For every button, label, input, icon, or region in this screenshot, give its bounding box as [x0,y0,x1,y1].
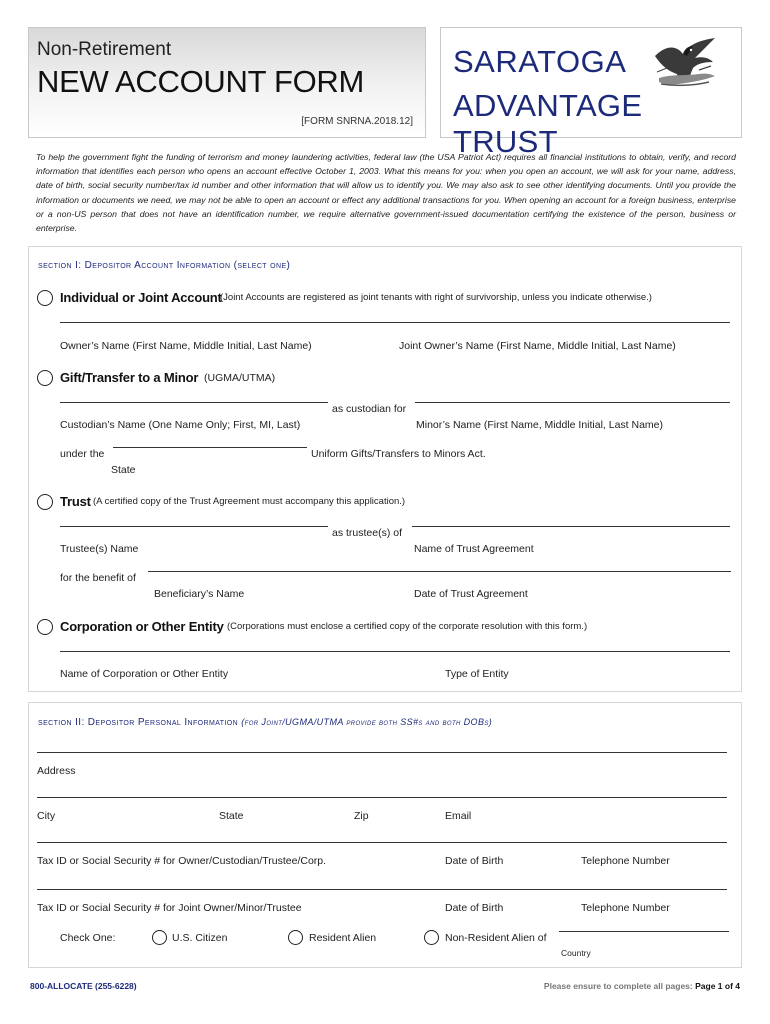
joint-dob-label: Date of Birth [445,902,504,914]
minor-name-label: Minor’s Name (First Name, Middle Initial, Last Name) [416,419,664,431]
footer-phone: 800-ALLOCATE (255-6228) [30,981,137,991]
joint-owner-name-label: Joint Owner’s Name (First Name, Middle Initial, Last Name) [399,340,676,352]
beneficiary-name-label: Beneficiary’s Name [154,588,245,600]
city-label: City [37,810,56,822]
trust-agreement-name-field[interactable] [412,526,730,527]
individual-account-label: Individual or Joint Account [60,290,222,305]
form-id: [FORM SNRNA.2018.12] [301,116,413,127]
non-resident-alien-radio[interactable] [424,930,439,945]
gift-minor-label: Gift/Transfer to a Minor [60,370,199,385]
email-label: Email [445,810,472,822]
address-field[interactable] [37,752,727,753]
custodian-for-text: as custodian for [332,403,407,415]
resident-alien-label: Resident Alien [309,932,377,944]
footer-note: Please ensure to complete all pages: [543,981,693,991]
custodian-name-field[interactable] [60,402,328,403]
check-one-label: Check One: [60,932,116,944]
owner-phone-label: Telephone Number [581,855,670,867]
corporation-field[interactable] [60,651,730,652]
brand-block [440,27,742,159]
owner-names-field[interactable] [60,322,730,323]
joint-tax-id-label: Tax ID or Social Security # for Joint Owner/Minor/Trustee [37,902,302,914]
trustee-name-field[interactable] [60,526,328,527]
header-title-block [28,27,426,138]
uniform-act-text: Uniform Gifts/Transfers to Minors Act. [311,448,486,460]
custodian-name-label: Custodian’s Name (One Name Only; First, MI, Last) [60,419,301,431]
corporation-label: Corporation or Other Entity [60,619,224,634]
zip-label: Zip [354,810,369,822]
trust-note: (A certified copy of the Trust Agreement must accompany this application.) [93,496,406,507]
trustee-of-text: as trustee(s) of [332,527,403,539]
section-1-heading: section I: Depositor Account Information (select one) [38,260,291,271]
trust-date-label: Date of Trust Agreement [414,588,528,600]
owner-dob-label: Date of Birth [445,855,504,867]
for-benefit-text: for the benefit of [60,572,136,584]
non-resident-alien-label: Non-Resident Alien of [445,932,547,944]
country-label: Country [561,948,591,958]
owner-name-label: Owner’s Name (First Name, Middle Initial, Last Name) [60,340,312,352]
form-subtitle: Non-Retirement [37,39,172,60]
state-label: State [111,464,136,476]
resident-alien-radio[interactable] [288,930,303,945]
us-citizen-label: U.S. Citizen [172,932,228,944]
corporation-name-label: Name of Corporation or Other Entity [60,668,229,680]
city-state-zip-email-field[interactable] [37,797,727,798]
ugma-state-field[interactable] [113,447,307,448]
form-title: NEW ACCOUNT FORM [37,64,365,99]
footer-page-info [544,981,740,991]
beneficiary-field[interactable] [148,571,731,572]
state-field-label: State [219,810,244,822]
gift-minor-note: (UGMA/UTMA) [204,372,276,384]
owner-tax-id-label: Tax ID or Social Security # for Owner/Custodian/Trustee/Corp. [37,855,327,867]
section-2-title: section II: Depositor Personal Information [38,717,239,728]
under-the-text: under the [60,448,105,460]
individual-account-note: (Joint Accounts are registered as joint tenants with right of survivorship, unless you indicate otherwise.) [220,292,652,303]
brand-name-line1: SARATOGA [453,44,627,79]
gift-minor-radio[interactable] [37,370,53,386]
owner-tax-dob-phone-field[interactable] [37,842,727,843]
brand-name-line2: ADVANTAGE TRUST [453,88,643,159]
corporation-note: (Corporations must enclose a certified copy of the corporate resolution with this form.) [227,621,588,632]
corporation-radio[interactable] [37,619,53,635]
section-2-heading [38,717,492,728]
section-2-personal-info [28,702,742,968]
joint-phone-label: Telephone Number [581,902,670,914]
individual-account-radio[interactable] [37,290,53,306]
joint-tax-dob-phone-field[interactable] [37,889,727,890]
us-citizen-radio[interactable] [152,930,167,945]
trust-radio[interactable] [37,494,53,510]
trust-agreement-name-label: Name of Trust Agreement [414,543,534,555]
address-label: Address [37,765,76,777]
page-number: Page 1 of 4 [695,981,740,991]
section-2-note: (for Joint/UGMA/UTMA provide both SS#s and both DOBs) [241,717,493,727]
country-field[interactable] [559,931,729,932]
trust-label: Trust [60,494,91,509]
minor-name-field[interactable] [415,402,730,403]
patriot-act-notice: To help the government fight the funding of terrorism and money laundering activities, federal law (the USA Patriot Act) requires all financial institutions to obtain, verify, and record information that identifies each person who opens an account effective October 1, 2003. What this means for you: when you open an account, we will ask for your name, address, date of birth, social security number/tax id number and other information that will allow us to identify you. We may also ask to see other identifying documents. Until you provide the information or documents we need, we may not be able to open an account or effect any additional transactions for you. When opening an account for a foreign business, enterprise or a non-US person that does not have an identification number, we require alternative government-issued documentation certifying the existence of the person, business or enterprise. [36,152,736,234]
entity-type-label: Type of Entity [445,668,509,680]
trustee-name-label: Trustee(s) Name [60,543,139,555]
eagle-logo-icon [649,34,721,94]
